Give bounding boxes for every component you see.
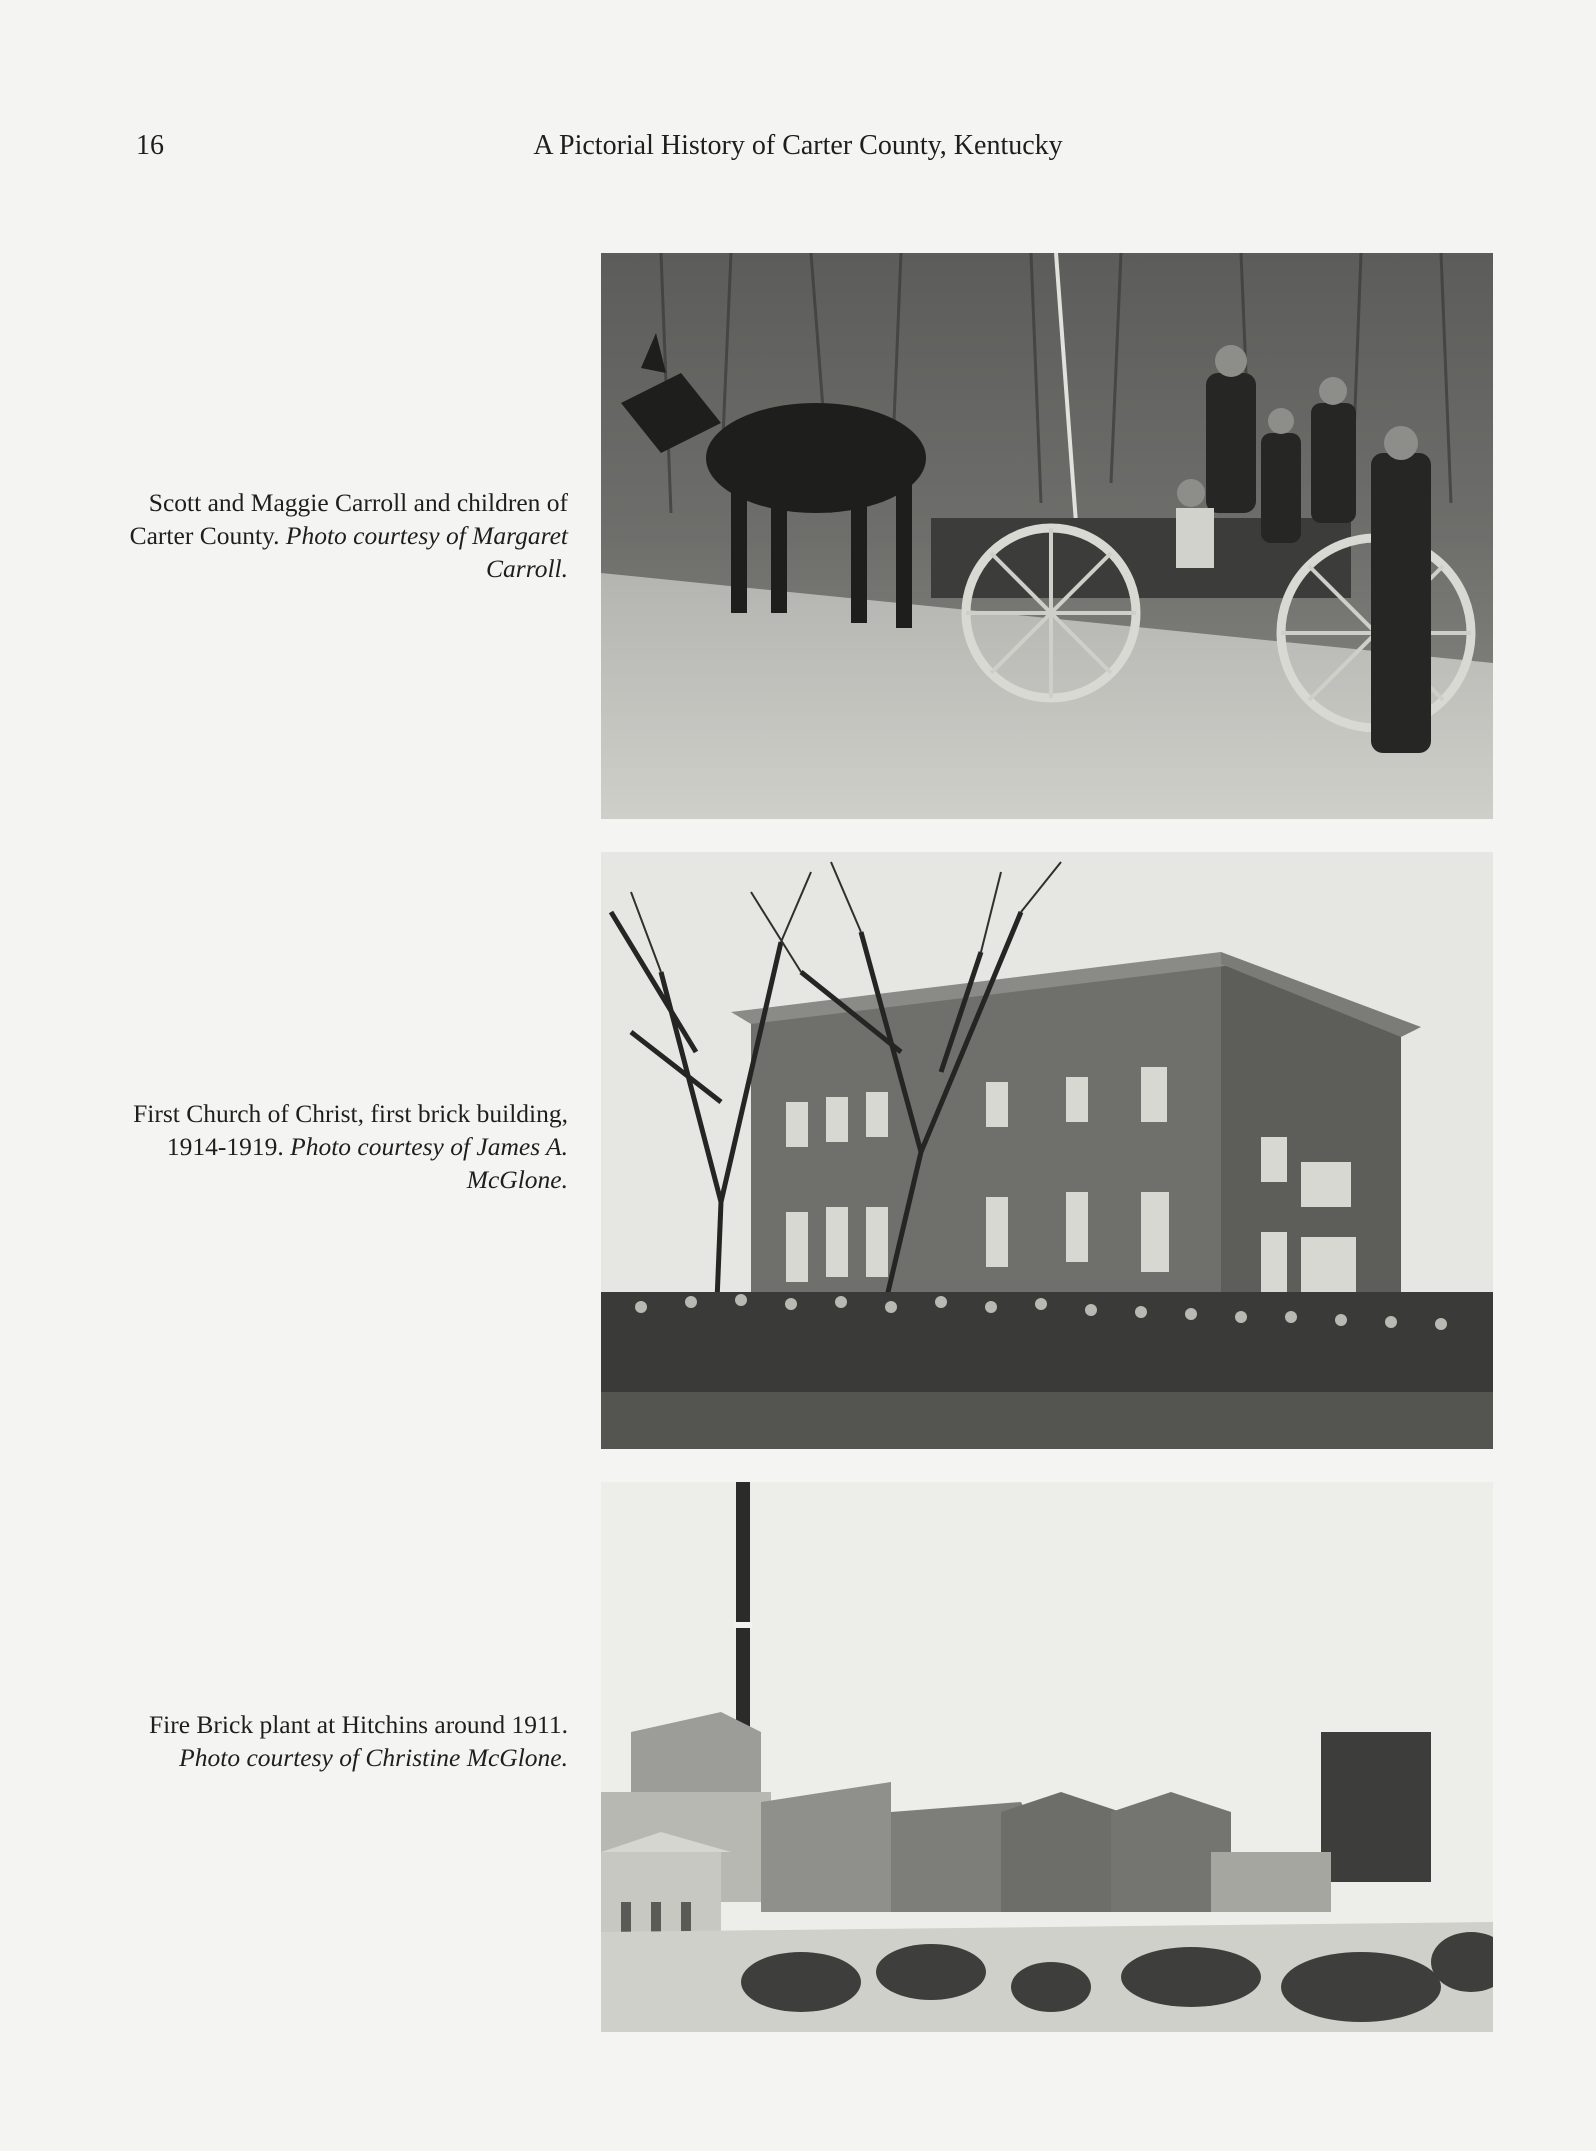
caption-text: Scott and Maggie Carroll and children of Carter County. (129, 488, 568, 550)
caption-text: First Church of Christ, first brick building, 1914-1919. (133, 1099, 568, 1161)
photo-church-building (601, 852, 1493, 1449)
photo-family-wagon (601, 253, 1493, 819)
photo-credit: Photo courtesy of Christine McGlone. (179, 1743, 568, 1772)
page-number: 16 (136, 130, 164, 161)
photo-credit: Photo courtesy of Margaret Carroll. (285, 521, 568, 583)
caption-family-wagon (120, 486, 568, 585)
running-head: A Pictorial History of Carter County, Kentucky (533, 130, 1063, 161)
caption-text: Fire Brick plant at Hitchins around 1911. (148, 1710, 568, 1739)
photo-credit: Photo courtesy of James A. McGlone. (290, 1132, 568, 1194)
caption-fire-brick-plant (120, 1708, 568, 1774)
photo-fire-brick-plant (601, 1482, 1493, 2032)
caption-church-building (120, 1097, 568, 1196)
